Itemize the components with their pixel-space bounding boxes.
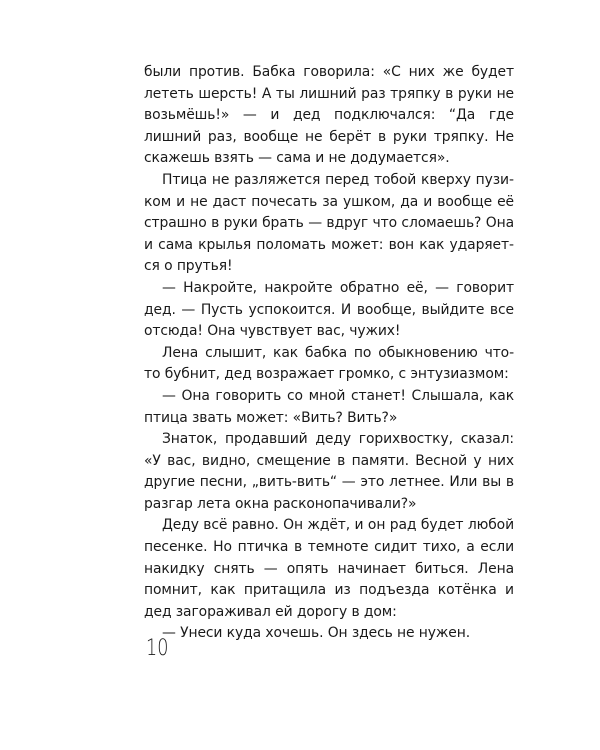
paragraph-5: — Она говорить со мной станет! Слышала, как птица звать может: «Вить? Вить?» (144, 387, 514, 426)
paragraph-7: Деду всё равно. Он ждёт, и он рад будет любой песенке. Но птичка в темноте сидит тихо, а если накидку снять — опять начинает биться. Лена помнит, как притащила из подъезда котёнка и дед загораживал ей дорогу в дом: (144, 517, 514, 620)
paragraph-6: Знаток, продавший деду горихвостку, сказал: «У вас, видно, смещение в памяти. Весной у них другие песни, „вить-вить“ — это летнее. Или вы в разгар лета окна расконопачивали?» (144, 431, 514, 512)
body-text (144, 62, 514, 645)
paragraph-8: — Унеси куда хочешь. Он здесь не нужен. (162, 625, 471, 642)
page-number: 10 (146, 636, 169, 661)
paragraph-2: Птица не разляжется перед тобой кверху пузиком и не даст почесать за ушком, да и вообще её страшно в руки брать — вдруг что сломаешь? Она и сама крылья поломать может: вон как ударяется о прутья! (144, 171, 514, 275)
paragraph-1: были против. Бабка говорила: «С них же будет лететь шерсть! А ты лишний раз тряпку в руки не возьмёшь!» — и дед подключался: “Да где лишний раз, вообще не берёт в руки тряпку. Не скажешь взять — сама и не додумается». (144, 64, 514, 167)
paragraph-4: Лена слышит, как бабка по обыкновению что-то бубнит, дед возражает громко, с энтузиазмом: (144, 344, 514, 383)
paragraph-3: — Накройте, накройте обратно её, — говорит дед. — Пусть успокоится. И вообще, выйдите все отсюда! Она чувствует вас, чужих! (144, 279, 514, 340)
